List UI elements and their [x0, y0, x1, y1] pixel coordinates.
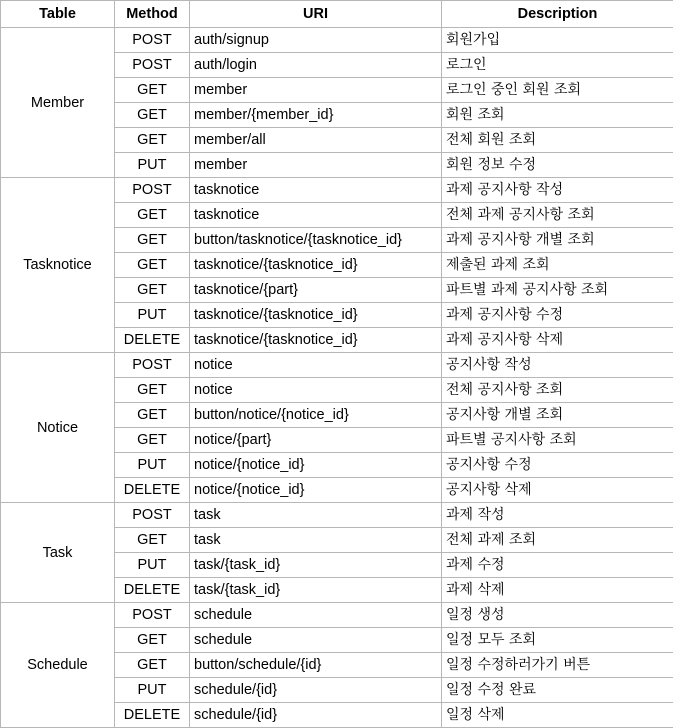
description-cell: 과제 공지사항 작성	[442, 178, 673, 203]
header-method: Method	[115, 1, 190, 28]
description-cell: 로그인 중인 회원 조회	[442, 78, 673, 103]
uri-cell: task	[190, 503, 442, 528]
description-cell: 과제 삭제	[442, 578, 673, 603]
table-row	[1, 603, 673, 628]
description-cell: 공지사항 개별 조회	[442, 403, 673, 428]
header-uri: URI	[190, 1, 442, 28]
uri-cell: auth/login	[190, 53, 442, 78]
description-cell: 파트별 공지사항 조회	[442, 428, 673, 453]
method-cell: PUT	[115, 453, 190, 478]
method-cell: POST	[115, 353, 190, 378]
method-cell: DELETE	[115, 703, 190, 728]
method-cell: POST	[115, 178, 190, 203]
method-cell: PUT	[115, 153, 190, 178]
description-cell: 과제 수정	[442, 553, 673, 578]
method-cell: PUT	[115, 678, 190, 703]
method-cell: GET	[115, 128, 190, 153]
description-cell: 전체 회원 조회	[442, 128, 673, 153]
description-cell: 회원 조회	[442, 103, 673, 128]
uri-cell: button/schedule/{id}	[190, 653, 442, 678]
description-cell: 공지사항 수정	[442, 453, 673, 478]
method-cell: DELETE	[115, 578, 190, 603]
method-cell: POST	[115, 53, 190, 78]
description-cell: 회원 정보 수정	[442, 153, 673, 178]
description-cell: 과제 공지사항 삭제	[442, 328, 673, 353]
description-cell: 공지사항 삭제	[442, 478, 673, 503]
uri-cell: notice	[190, 378, 442, 403]
group-name-cell: Task	[1, 503, 115, 603]
group-name-cell: Notice	[1, 353, 115, 503]
table-row	[1, 178, 673, 203]
uri-cell: button/tasknotice/{tasknotice_id}	[190, 228, 442, 253]
method-cell: POST	[115, 503, 190, 528]
uri-cell: member	[190, 78, 442, 103]
description-cell: 회원가입	[442, 28, 673, 53]
description-cell: 과제 공지사항 수정	[442, 303, 673, 328]
uri-cell: tasknotice	[190, 178, 442, 203]
table-body	[1, 28, 673, 728]
group-name-cell: Schedule	[1, 603, 115, 728]
uri-cell: auth/signup	[190, 28, 442, 53]
uri-cell: button/notice/{notice_id}	[190, 403, 442, 428]
description-cell: 파트별 과제 공지사항 조회	[442, 278, 673, 303]
uri-cell: member/{member_id}	[190, 103, 442, 128]
description-cell: 전체 공지사항 조회	[442, 378, 673, 403]
description-cell: 일정 모두 조회	[442, 628, 673, 653]
method-cell: GET	[115, 253, 190, 278]
uri-cell: tasknotice/{tasknotice_id}	[190, 303, 442, 328]
method-cell: GET	[115, 78, 190, 103]
header-table: Table	[1, 1, 115, 28]
description-cell: 전체 과제 조회	[442, 528, 673, 553]
description-cell: 제출된 과제 조회	[442, 253, 673, 278]
description-cell: 과제 작성	[442, 503, 673, 528]
group-name-cell: Tasknotice	[1, 178, 115, 353]
uri-cell: schedule	[190, 628, 442, 653]
method-cell: DELETE	[115, 478, 190, 503]
description-cell: 일정 수정하러가기 버튼	[442, 653, 673, 678]
method-cell: GET	[115, 403, 190, 428]
header-row	[1, 1, 673, 28]
description-cell: 과제 공지사항 개별 조회	[442, 228, 673, 253]
table-row	[1, 503, 673, 528]
uri-cell: member/all	[190, 128, 442, 153]
uri-cell: notice/{notice_id}	[190, 453, 442, 478]
uri-cell: notice	[190, 353, 442, 378]
description-cell: 전체 과제 공지사항 조회	[442, 203, 673, 228]
method-cell: GET	[115, 278, 190, 303]
table-row	[1, 28, 673, 53]
uri-cell: schedule/{id}	[190, 678, 442, 703]
description-cell: 일정 삭제	[442, 703, 673, 728]
uri-cell: tasknotice	[190, 203, 442, 228]
method-cell: DELETE	[115, 328, 190, 353]
method-cell: GET	[115, 378, 190, 403]
description-cell: 일정 수정 완료	[442, 678, 673, 703]
table-header	[1, 1, 673, 28]
description-cell: 일정 생성	[442, 603, 673, 628]
method-cell: GET	[115, 628, 190, 653]
method-cell: GET	[115, 203, 190, 228]
uri-cell: tasknotice/{tasknotice_id}	[190, 328, 442, 353]
description-cell: 로그인	[442, 53, 673, 78]
uri-cell: notice/{notice_id}	[190, 478, 442, 503]
method-cell: GET	[115, 428, 190, 453]
method-cell: PUT	[115, 303, 190, 328]
method-cell: GET	[115, 228, 190, 253]
description-cell: 공지사항 작성	[442, 353, 673, 378]
uri-cell: member	[190, 153, 442, 178]
uri-cell: task/{task_id}	[190, 578, 442, 603]
uri-cell: tasknotice/{tasknotice_id}	[190, 253, 442, 278]
uri-cell: tasknotice/{part}	[190, 278, 442, 303]
uri-cell: schedule/{id}	[190, 703, 442, 728]
method-cell: GET	[115, 653, 190, 678]
table-row	[1, 353, 673, 378]
uri-cell: task/{task_id}	[190, 553, 442, 578]
method-cell: PUT	[115, 553, 190, 578]
method-cell: POST	[115, 603, 190, 628]
method-cell: GET	[115, 528, 190, 553]
header-description: Description	[442, 1, 673, 28]
uri-cell: notice/{part}	[190, 428, 442, 453]
method-cell: POST	[115, 28, 190, 53]
uri-cell: task	[190, 528, 442, 553]
method-cell: GET	[115, 103, 190, 128]
group-name-cell: Member	[1, 28, 115, 178]
uri-cell: schedule	[190, 603, 442, 628]
